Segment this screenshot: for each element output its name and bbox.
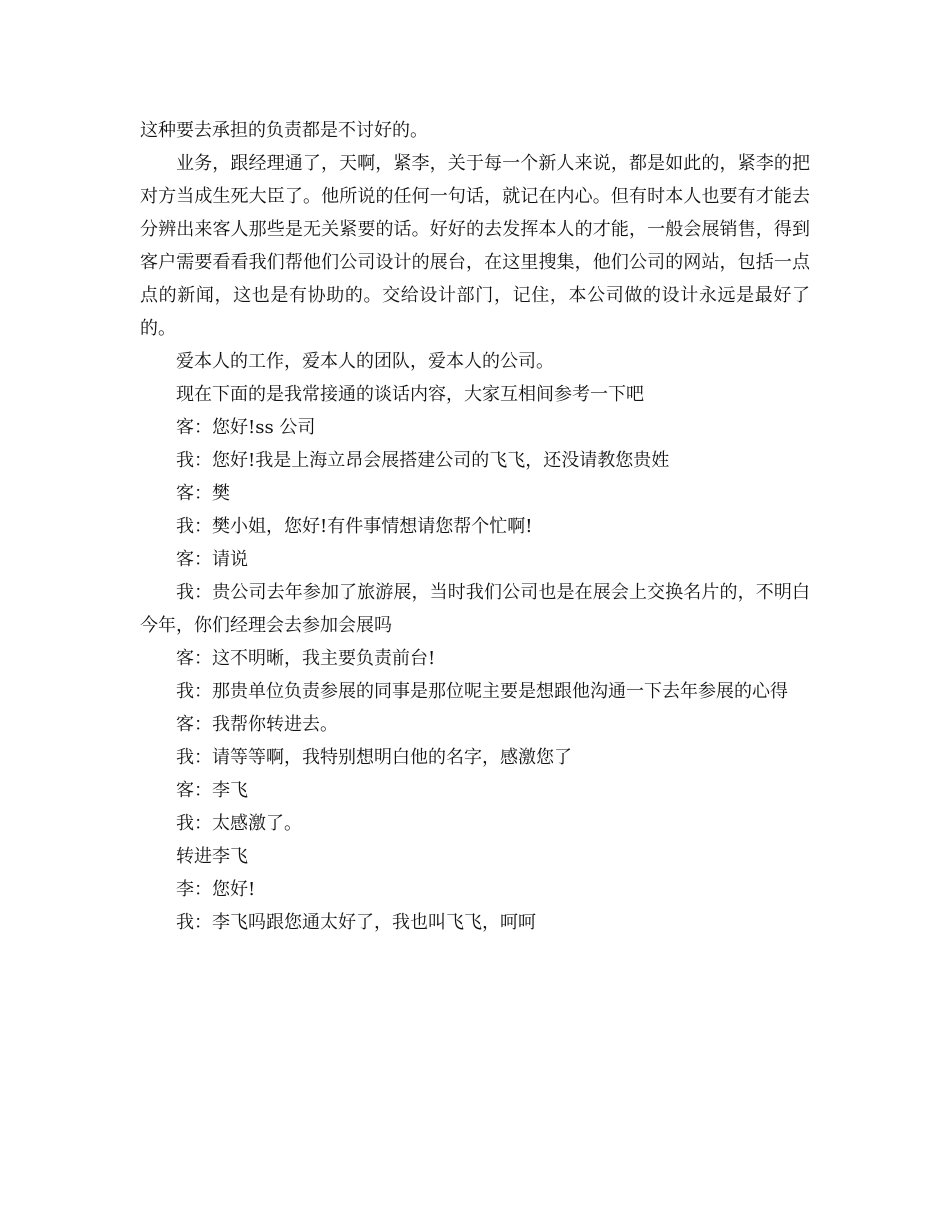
dialogue-line-1: 客：您好!ss 公司: [176, 417, 316, 438]
dialogue-line-7: 客：这不明晰，我主要负责前台!: [176, 648, 436, 669]
dialogue-line-8: 我：那贵单位负责参展的同事是那位呢主要是想跟他沟通一下去年参展的心得: [176, 681, 788, 702]
dialogue-line-12: 我：太感激了。: [176, 813, 302, 834]
dialogue-line-9: 客：我帮你转进去。: [176, 714, 338, 735]
dialogue-line-11: 客：李飞: [176, 780, 248, 801]
dialogue-line-10: 我：请等等啊，我特别想明白他的名字，感激您了: [176, 747, 572, 768]
dialogue-line-13: 转进李飞: [176, 846, 248, 867]
dialogue-line-15: 我：李飞吗跟您通太好了，我也叫飞飞，呵呵: [176, 912, 536, 933]
dialogue-line-2: 我：您好!我是上海立昂会展搭建公司的飞飞，还没请教您贵姓: [176, 450, 670, 471]
document-body: [140, 114, 810, 939]
dialogue-line-14: 李：您好!: [176, 879, 256, 900]
paragraph-4: 现在下面的是我常接通的谈话内容，大家互相间参考一下吧: [176, 384, 644, 405]
paragraph-2: 业务，跟经理通了，天啊，紧李，关于每一个新人来说，都是如此的，紧李的把对方当成生死大臣了。他所说的任何一句话，就记在内心。但有时本人也要有才能去分辨出来客人那些是无关紧要的话。好好的去发挥本人的才能，一般会展销售，得到客户需要看看我们帮他们公司设计的展台，在这里搜集，他们公司的网站，包括一点点的新闻，这也是有协助的。交给设计部门，记住，本公司做的设计永远是最好了的。: [140, 153, 810, 339]
dialogue-line-4: 我：樊小姐，您好!有件事情想请您帮个忙啊!: [176, 516, 533, 537]
dialogue-line-5: 客：请说: [176, 549, 248, 570]
paragraph-3: 爱本人的工作，爱本人的团队，爱本人的公司。: [176, 351, 554, 372]
dialogue-line-6: 我：贵公司去年参加了旅游展，当时我们公司也是在展会上交换名片的，不明白今年，你们经理会去参加会展吗: [140, 582, 810, 636]
paragraph-1: 这种要去承担的负责都是不讨好的。: [140, 120, 428, 141]
dialogue-line-3: 客：樊: [176, 483, 230, 504]
